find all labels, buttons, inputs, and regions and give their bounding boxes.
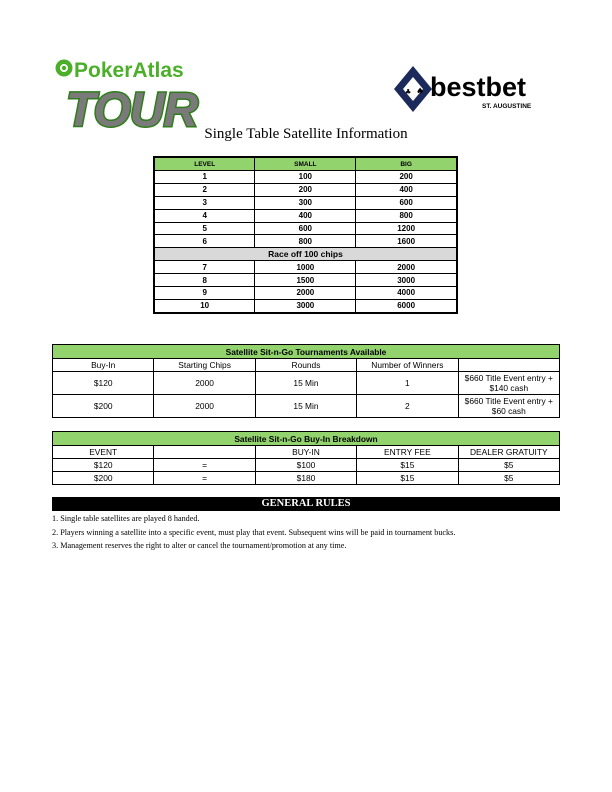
blind-level-table — [153, 156, 458, 314]
table-title-row — [53, 432, 560, 446]
race-off-row — [154, 248, 457, 261]
big-blind-cell: 1600 — [356, 235, 457, 248]
small-blind-cell: 1000 — [255, 261, 356, 274]
general-rules-heading: GENERAL RULES — [52, 497, 560, 511]
winners-cell: 1 — [357, 372, 458, 395]
club-icon: ♣ — [405, 88, 412, 96]
level-cell: 8 — [154, 274, 255, 287]
small-blind-cell: 400 — [255, 209, 356, 222]
level-cell: 6 — [154, 235, 255, 248]
small-blind-cell: 200 — [255, 183, 356, 196]
header-cell: SMALL — [255, 157, 356, 171]
level-cell: 10 — [154, 299, 255, 312]
header-cell: EVENT — [53, 446, 154, 459]
big-blind-cell: 4000 — [356, 287, 457, 300]
table-row — [154, 274, 457, 287]
big-blind-cell: 200 — [356, 171, 457, 184]
table-header-row — [53, 446, 560, 459]
big-blind-cell: 3000 — [356, 274, 457, 287]
small-blind-cell: 1500 — [255, 274, 356, 287]
bestbet-logo — [386, 63, 546, 115]
table-row — [154, 287, 457, 300]
starting-chips-cell: 2000 — [154, 372, 255, 395]
buy-in-cell: $120 — [53, 372, 154, 395]
big-blind-cell: 400 — [356, 183, 457, 196]
prize-cell: $660 Title Event entry + $140 cash — [458, 372, 559, 395]
rounds-cell: 15 Min — [255, 372, 356, 395]
table-row — [154, 171, 457, 184]
table-title-row — [53, 345, 560, 359]
event-cell: $200 — [53, 472, 154, 485]
header-cell: ENTRY FEE — [357, 446, 458, 459]
entry-fee-cell: $15 — [357, 472, 458, 485]
document-title: Single Table Satellite Information — [204, 126, 408, 142]
table-header-row — [154, 157, 457, 171]
bestbet-location: ST. AUGUSTINE — [482, 103, 532, 110]
level-cell: 9 — [154, 287, 255, 300]
winners-cell: 2 — [357, 395, 458, 418]
dealer-gratuity-cell: $5 — [458, 472, 559, 485]
big-blind-cell: 800 — [356, 209, 457, 222]
small-blind-cell: 3000 — [255, 299, 356, 312]
big-blind-cell: 1200 — [356, 222, 457, 235]
table-row — [154, 261, 457, 274]
table-row — [154, 222, 457, 235]
table-row — [53, 372, 560, 395]
level-cell: 4 — [154, 209, 255, 222]
big-blind-cell: 6000 — [356, 299, 457, 312]
dealer-gratuity-cell: $5 — [458, 459, 559, 472]
small-blind-cell: 600 — [255, 222, 356, 235]
header-cell: LEVEL — [154, 157, 255, 171]
table-row — [154, 235, 457, 248]
header-cell: Starting Chips — [154, 359, 255, 372]
table-title: Satellite Sit-n-Go Buy-In Breakdown — [53, 432, 560, 446]
rule-item: 3. Management reserves the right to alter or cancel the tournament/promotion at any time. — [52, 541, 347, 550]
header-cell — [154, 446, 255, 459]
header-cell: BIG — [356, 157, 457, 171]
table-row — [154, 196, 457, 209]
table-row — [53, 472, 560, 485]
big-blind-cell: 600 — [356, 196, 457, 209]
header-cell: Buy-In — [53, 359, 154, 372]
table-row — [154, 183, 457, 196]
header-cell: DEALER GRATUITY — [458, 446, 559, 459]
poker-atlas-tour-logo — [52, 56, 212, 132]
buy-in-breakdown-table — [52, 431, 560, 485]
buy-in-cell: $180 — [255, 472, 356, 485]
small-blind-cell: 800 — [255, 235, 356, 248]
equals-cell: = — [154, 459, 255, 472]
buy-in-cell: $100 — [255, 459, 356, 472]
big-blind-cell: 2000 — [356, 261, 457, 274]
event-cell: $120 — [53, 459, 154, 472]
level-cell: 5 — [154, 222, 255, 235]
header-cell: Rounds — [255, 359, 356, 372]
entry-fee-cell: $15 — [357, 459, 458, 472]
small-blind-cell: 100 — [255, 171, 356, 184]
header-cell: BUY-IN — [255, 446, 356, 459]
table-header-row — [53, 359, 560, 372]
small-blind-cell: 2000 — [255, 287, 356, 300]
spade-icon: ♠ — [416, 87, 425, 97]
small-blind-cell: 300 — [255, 196, 356, 209]
table-title: Satellite Sit-n-Go Tournaments Available — [53, 345, 560, 359]
header-cell: Number of Winners — [357, 359, 458, 372]
level-cell: 2 — [154, 183, 255, 196]
rounds-cell: 15 Min — [255, 395, 356, 418]
tour-wordmark: TOUR — [66, 84, 198, 132]
level-cell: 3 — [154, 196, 255, 209]
table-row — [154, 299, 457, 312]
header-cell — [458, 359, 559, 372]
rule-item: 1. Single table satellites are played 8 handed. — [52, 514, 200, 523]
equals-cell: = — [154, 472, 255, 485]
table-row — [53, 459, 560, 472]
buy-in-cell: $200 — [53, 395, 154, 418]
starting-chips-cell: 2000 — [154, 395, 255, 418]
table-row — [53, 395, 560, 418]
level-cell: 1 — [154, 171, 255, 184]
sng-tournaments-table — [52, 344, 560, 418]
table-row — [154, 209, 457, 222]
level-cell: 7 — [154, 261, 255, 274]
race-off-label: Race off 100 chips — [154, 248, 457, 261]
bestbet-wordmark: bestbet — [430, 72, 527, 102]
prize-cell: $660 Title Event entry + $60 cash — [458, 395, 559, 418]
poker-atlas-wordmark: PokerAtlas — [74, 59, 184, 82]
rule-item: 2. Players winning a satellite into a specific event, must play that event. Subsequent wins will be paid in tournament bucks. — [52, 528, 456, 537]
